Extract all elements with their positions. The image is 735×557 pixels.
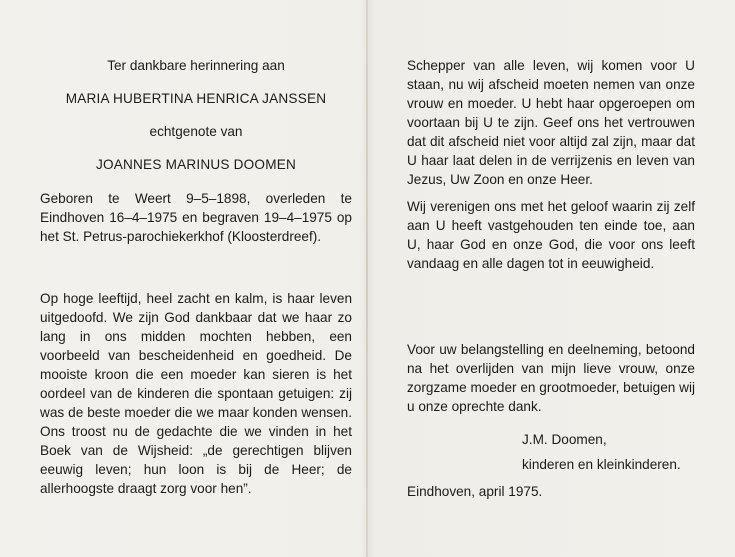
spouse-name: JOANNES MARINUS DOOMEN [95, 157, 297, 172]
signature-block [522, 430, 722, 474]
place-date: Eindhoven, april 1975. [407, 484, 543, 499]
signature-name: J.M. Doomen, [522, 432, 607, 447]
thanks-paragraph: Voor uw belangstelling en deelneming, betoond na het overlijden van mijn lieve vrouw, onze zorgzame moeder en grootmoeder, betuigen wij u onze oprechte dank. [407, 342, 695, 414]
spouse-intro: echtgenote van [149, 124, 243, 139]
card-fold [366, 0, 368, 557]
deceased-name: MARIA HUBERTINA HENRICA JANSSEN [65, 91, 327, 106]
prayer-paragraph-2: Wij verenigen ons met het geloof waarin zij zelf aan U heeft vastgehouden ten einde toe, aan U, haar God en onze God, die voor ons leeft vandaag en alle dagen tot in eeuwigheid. [407, 199, 695, 271]
signature-family: kinderen en kleinkinderen. [522, 457, 681, 472]
intro-line: Ter dankbare herinnering aan [107, 58, 285, 73]
birth-death-paragraph: Geboren te Weert 9–5–1898, overleden te Eindhoven 16–4–1975 en begraven 19–4–1975 op het St. Petrus-parochiekerkhof (Kloosterdreef). [40, 191, 352, 244]
tribute-paragraph: Op hoge leeftijd, heel zacht en kalm, is haar leven uitgedoofd. We zijn God dankbaar dat we haar zo lang in ons midden mochten hebben, een voorbeeld van bescheidenheid en goedheid. De mooiste kroon die een moeder kan sieren is het oordeel van de kinderen die spontaan getuigen: zij was de beste moeder die we maar konden wensen. Ons troost nu de gedachte die we vinden in het Boek van de Wijsheid: „de gerechtigen blijven eeuwig leven; hun loon is bij de Heer; de allerhoogste draagt zorg voor hen”. [40, 291, 352, 496]
prayer-paragraph-1: Schepper van alle leven, wij komen voor U staan, nu wij afscheid moeten nemen van onze vrouw en moeder. U hebt haar opgeroepen om voortaan bij U te zijn. Geef ons het vertrouwen dat dit afscheid niet voor altijd zal zijn, maar dat U haar laat delen in de verrijzenis en leven van Jezus, Uw Zoon en onze Heer. [407, 58, 695, 187]
